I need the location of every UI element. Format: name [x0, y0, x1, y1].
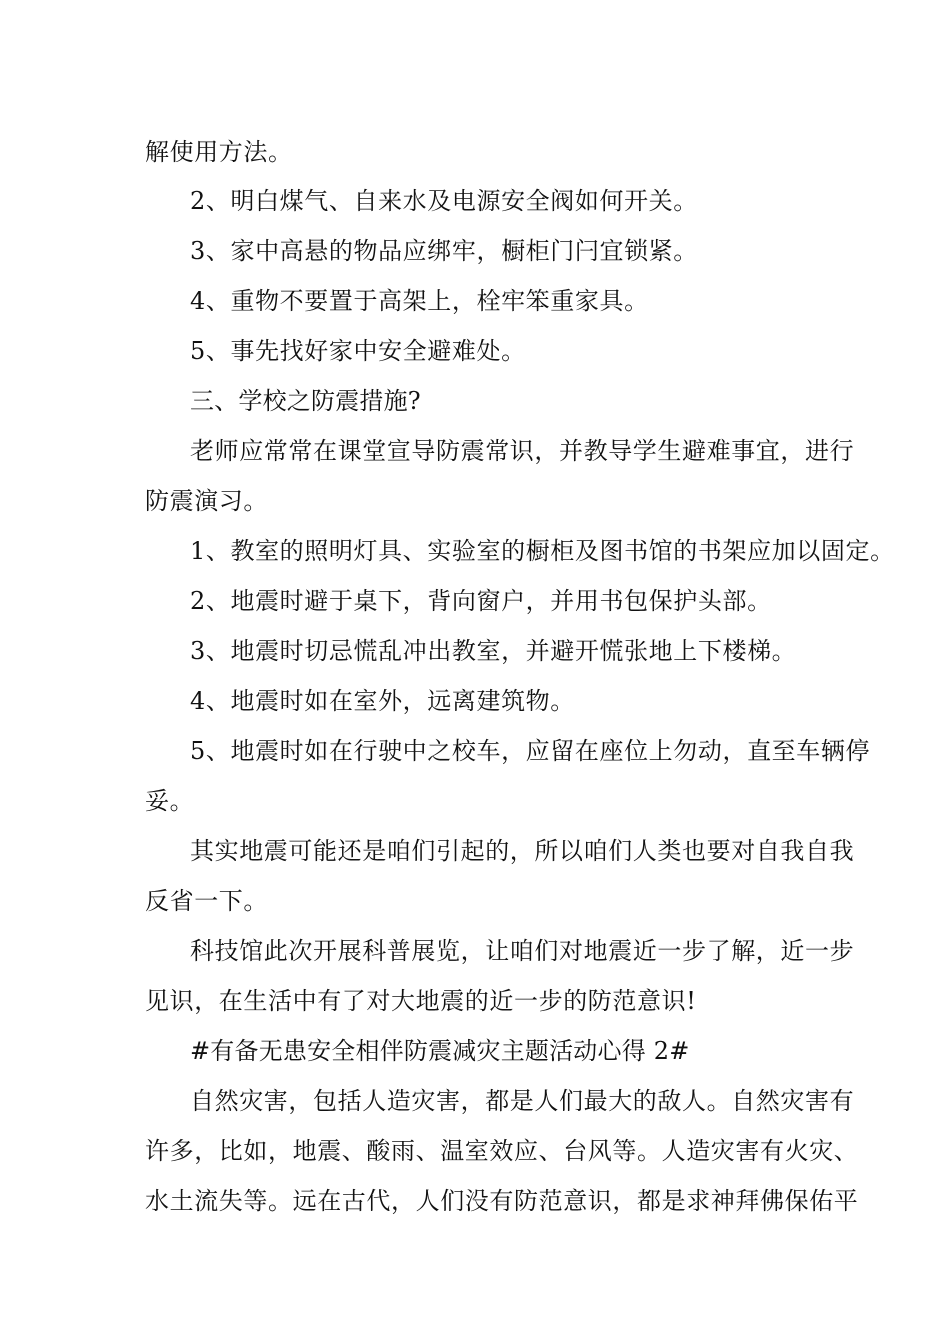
text-line: 老师应常常在课堂宣导防震常识，并教导学生避难事宜，进行 [190, 437, 855, 465]
section-heading: #有备无患安全相伴防震减灾主题活动心得 2# [190, 1037, 690, 1065]
text-line: 科技馆此次开展科普展览，让咱们对地震近一步了解，近一步 [190, 937, 855, 965]
section-heading: 三、学校之防震措施? [190, 387, 421, 415]
list-item: 2、明白煤气、自来水及电源安全阀如何开关。 [190, 187, 698, 215]
text-line: 水土流失等。远在古代，人们没有防范意识，都是求神拜佛保佑平 [145, 1187, 859, 1215]
list-item: 2、地震时避于桌下，背向窗户，并用书包保护头部。 [190, 587, 772, 615]
text-line: 反省一下。 [145, 887, 268, 915]
list-item: 5、事先找好家中安全避难处。 [190, 337, 526, 365]
list-item: 3、地震时切忌慌乱冲出教室，并避开慌张地上下楼梯。 [190, 637, 797, 665]
text-line: 解使用方法。 [145, 138, 293, 166]
text-line: 防震演习。 [145, 487, 268, 515]
list-item: 3、家中高悬的物品应绑牢，橱柜门闩宜锁紧。 [190, 237, 698, 265]
text-line: 其实地震可能还是咱们引起的，所以咱们人类也要对自我自我 [190, 837, 855, 865]
list-item: 5、地震时如在行驶中之校车，应留在座位上勿动，直至车辆停 [190, 737, 871, 765]
list-item: 1、教室的照明灯具、实验室的橱柜及图书馆的书架应加以固定。 [190, 537, 895, 565]
text-line: 许多，比如，地震、酸雨、温室效应、台风等。人造灾害有火灾、 [145, 1137, 859, 1165]
text-line: 妥。 [145, 787, 195, 815]
list-item: 4、重物不要置于高架上，栓牢笨重家具。 [190, 287, 649, 315]
text-line: 见识，在生活中有了对大地震的近一步的防范意识! [145, 987, 697, 1015]
list-item: 4、地震时如在室外，远离建筑物。 [190, 687, 575, 715]
text-line: 自然灾害，包括人造灾害，都是人们最大的敌人。自然灾害有 [190, 1087, 855, 1115]
